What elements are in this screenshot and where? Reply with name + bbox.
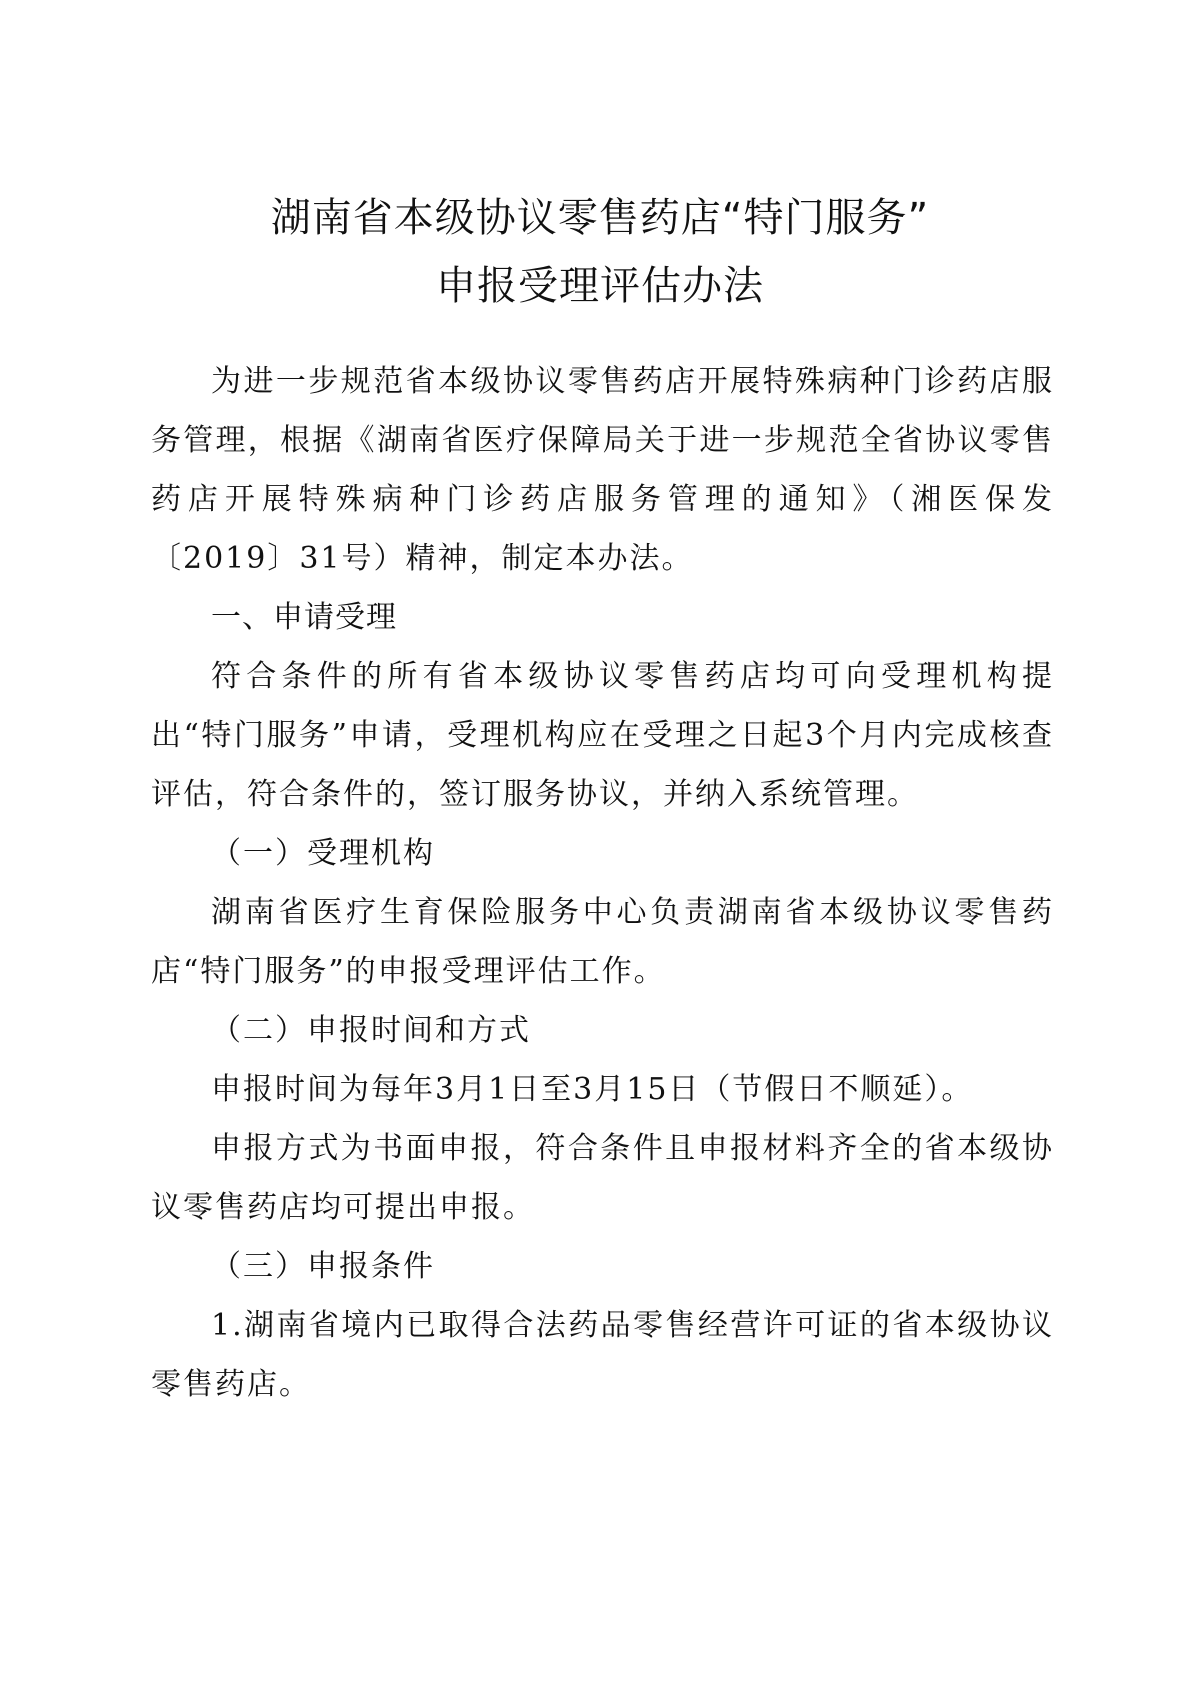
subsection-method-paragraph: 申报方式为书面申报，符合条件且申报材料齐全的省本级协议零售药店均可提出申报。 <box>151 1131 1054 1225</box>
section-application-paragraph: 符合条件的所有省本级协议零售药店均可向受理机构提出“特门服务”申请，受理机构应在受理之日起3个月内完成核查评估，符合条件的，签订服务协议，并纳入系统管理。 <box>151 659 1054 812</box>
section-heading-application: 一、申请受理 <box>211 600 397 635</box>
document-title-line1: 湖南省本级协议零售药店“特门服务” <box>270 195 930 241</box>
intro-paragraph: 为进一步规范省本级协议零售药店开展特殊病种门诊药店服务管理，根据《湖南省医疗保障局关于进一步规范全省协议零售药店开展特殊病种门诊药店服务管理的通知》（湘医保发〔2019〕31号）精神，制定本办法。 <box>151 364 1054 576</box>
subsection-heading-time-method: （二）申报时间和方式 <box>211 1013 531 1048</box>
subsection-time-paragraph: 申报时间为每年3月1日至3月15日（节假日不顺延）。 <box>211 1072 974 1107</box>
subsection-heading-conditions: （三）申报条件 <box>211 1249 435 1284</box>
document-title-line2: 申报受理评估办法 <box>436 263 764 309</box>
subsection-agency-paragraph: 湖南省医疗生育保险服务中心负责湖南省本级协议零售药店“特门服务”的申报受理评估工作。 <box>151 895 1054 989</box>
condition-item-1: 1.湖南省境内已取得合法药品零售经营许可证的省本级协议零售药店。 <box>151 1308 1054 1402</box>
subsection-heading-agency: （一）受理机构 <box>211 836 435 871</box>
document-body <box>151 352 1054 1414</box>
